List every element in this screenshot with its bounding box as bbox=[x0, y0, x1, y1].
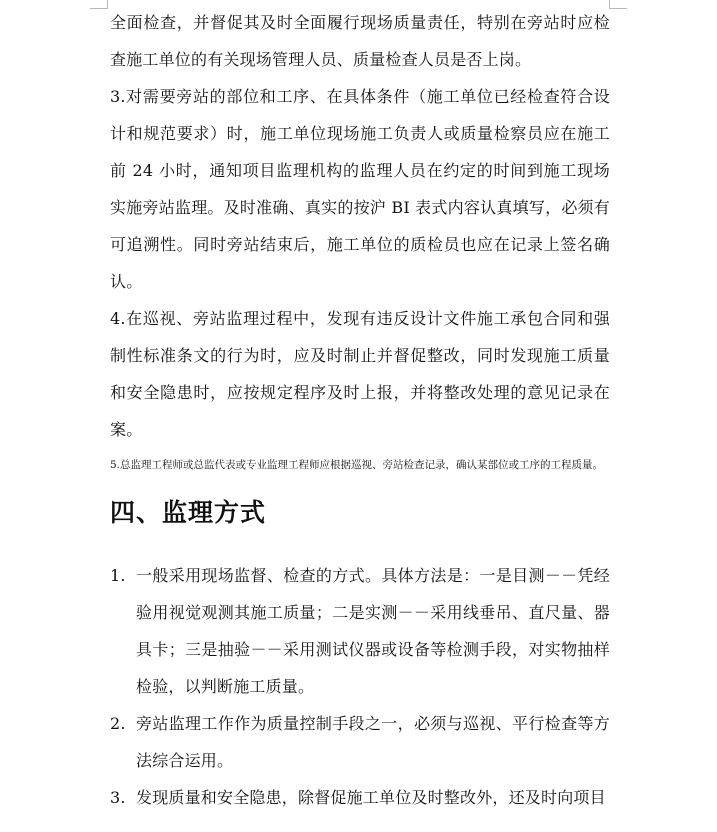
list-item bbox=[110, 557, 610, 705]
list-item bbox=[110, 705, 610, 779]
list-item-text: 发现质量和安全隐患，除督促施工单位及时整改外，还及时向项目 bbox=[136, 788, 606, 807]
list-item-number: 2. bbox=[110, 714, 126, 733]
margin-corner-mark-right bbox=[609, 0, 627, 9]
section-heading: 四、监理方式 bbox=[110, 498, 267, 527]
margin-corner-mark-left bbox=[90, 0, 108, 9]
document-body bbox=[110, 4, 610, 816]
paragraph-item-3: 3.对需要旁站的部位和工序、在具体条件（施工单位已经检查符合设计和规范要求）时，施工单位现场施工负责人或质量检察员应在施工前 24 小时，通知项目监理机构的监理人员在约定的时间到施工现场实施旁站监理。及时准确、真实的按沪 BI 表式内容认真填写，必须有可追溯性。同时旁站结束后，施工单位的质检员也应在记录上签名确认。 bbox=[110, 87, 610, 291]
list-item bbox=[110, 779, 610, 816]
method-list bbox=[110, 557, 610, 816]
list-item-text: 一般采用现场监督、检查的方式。具体方法是：一是目测－－凭经验用视觉观测其施工质量；二是实测－－采用线垂吊、直尺量、器具卡；三是抽验－－采用测试仪器或设备等检测手段，对实物抽样检验，以判断施工质量。 bbox=[136, 566, 610, 696]
list-item-text: 旁站监理工作作为质量控制手段之一，必须与巡视、平行检查等方法综合运用。 bbox=[136, 714, 610, 770]
list-item-number: 3. bbox=[110, 788, 126, 807]
paragraph-item-4: 4.在巡视、旁站监理过程中，发现有违反设计文件施工承包合同和强制性标准条文的行为时，应及时制止并督促整改，同时发现施工质量和安全隐患时，应按规定程序及时上报，并将整改处理的意见记录在案。 bbox=[110, 309, 610, 439]
list-item-number: 1. bbox=[110, 566, 126, 585]
paragraph-item-5-small: 5.总监理工程师或总监代表或专业监理工程师应根据巡视、旁站检查记录，确认某部位或工序的工程质量。 bbox=[110, 459, 604, 471]
paragraph-continuation: 全面检查，并督促其及时全面履行现场质量责任，特别在旁站时应检查施工单位的有关现场管理人员、质量检查人员是否上岗。 bbox=[110, 13, 610, 69]
